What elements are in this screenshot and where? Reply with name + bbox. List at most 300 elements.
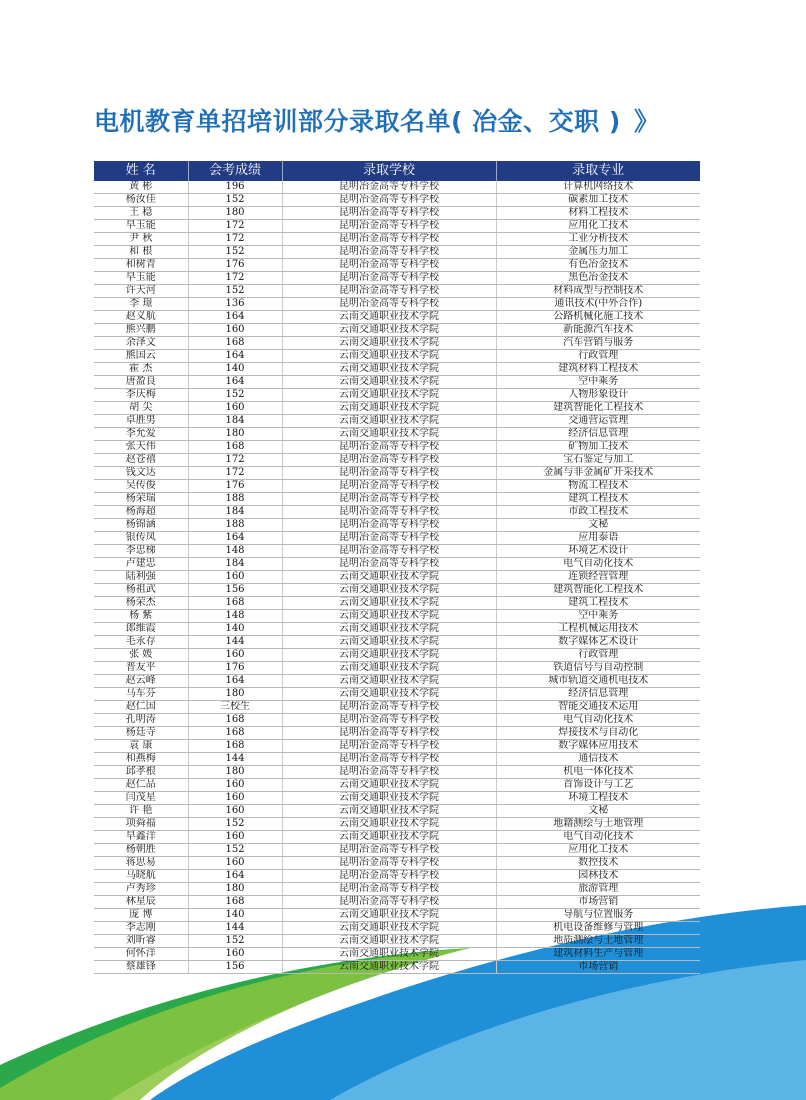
admitted-major: 工业分析技术 <box>496 233 700 246</box>
admitted-major: 碳素加工技术 <box>496 194 700 207</box>
student-name: 霍 杰 <box>94 363 188 376</box>
admitted-school: 云南交通职业技术学院 <box>282 428 496 441</box>
table-row <box>94 779 700 792</box>
admitted-school: 云南交通职业技术学院 <box>282 350 496 363</box>
student-name: 杨汝佳 <box>94 194 188 207</box>
admitted-school: 云南交通职业技术学院 <box>282 623 496 636</box>
admitted-major: 智能交通技术运用 <box>496 701 700 714</box>
table-row <box>94 727 700 740</box>
exam-score: 160 <box>188 779 282 792</box>
admitted-major: 环境工程技术 <box>496 792 700 805</box>
table-row <box>94 623 700 636</box>
student-name: 余泽文 <box>94 337 188 350</box>
admitted-school: 云南交通职业技术学院 <box>282 402 496 415</box>
student-name: 杨 紫 <box>94 610 188 623</box>
admitted-school: 昆明冶金高等专科学校 <box>282 753 496 766</box>
exam-score: 172 <box>188 467 282 480</box>
student-name: 袁 康 <box>94 740 188 753</box>
exam-score: 188 <box>188 519 282 532</box>
student-name: 杨廷寺 <box>94 727 188 740</box>
student-name: 郎维霞 <box>94 623 188 636</box>
admitted-school: 云南交通职业技术学院 <box>282 610 496 623</box>
admitted-major: 行政管理 <box>496 649 700 662</box>
admitted-school: 昆明冶金高等专科学校 <box>282 298 496 311</box>
exam-score: 168 <box>188 727 282 740</box>
admitted-major: 人物形象设计 <box>496 389 700 402</box>
admitted-school: 云南交通职业技术学院 <box>282 324 496 337</box>
admitted-school: 云南交通职业技术学院 <box>282 571 496 584</box>
table-row <box>94 961 700 974</box>
table-row <box>94 389 700 402</box>
student-name: 赵苍禧 <box>94 454 188 467</box>
student-name: 和 根 <box>94 246 188 259</box>
exam-score: 180 <box>188 883 282 896</box>
exam-score: 140 <box>188 363 282 376</box>
student-name: 马车芬 <box>94 688 188 701</box>
table-row <box>94 675 700 688</box>
admitted-school: 云南交通职业技术学院 <box>282 675 496 688</box>
table-row <box>94 558 700 571</box>
admitted-major: 地质测绘与土地管理 <box>496 935 700 948</box>
table-row <box>94 844 700 857</box>
admitted-school: 昆明冶金高等专科学校 <box>282 883 496 896</box>
student-name: 张 媛 <box>94 649 188 662</box>
table-row <box>94 688 700 701</box>
student-name: 杨祖武 <box>94 584 188 597</box>
exam-score: 172 <box>188 454 282 467</box>
admitted-major: 焊接技术与自动化 <box>496 727 700 740</box>
exam-score: 160 <box>188 857 282 870</box>
table-row <box>94 246 700 259</box>
admitted-school: 昆明冶金高等专科学校 <box>282 740 496 753</box>
header-name: 姓 名 <box>94 161 188 181</box>
admitted-school: 云南交通职业技术学院 <box>282 337 496 350</box>
header-major: 录取专业 <box>496 161 700 181</box>
exam-score: 152 <box>188 246 282 259</box>
exam-score: 144 <box>188 753 282 766</box>
student-name: 张天伟 <box>94 441 188 454</box>
table-row <box>94 480 700 493</box>
admitted-school: 云南交通职业技术学院 <box>282 922 496 935</box>
student-name: 李允爱 <box>94 428 188 441</box>
admitted-major: 建筑智能化工程技术 <box>496 402 700 415</box>
admitted-school: 云南交通职业技术学院 <box>282 415 496 428</box>
student-name: 熊国云 <box>94 350 188 363</box>
student-name: 杨锦涵 <box>94 519 188 532</box>
admitted-major: 文秘 <box>496 519 700 532</box>
admitted-major: 旅游管理 <box>496 883 700 896</box>
student-name: 赵云峰 <box>94 675 188 688</box>
admitted-major: 应用泰语 <box>496 532 700 545</box>
exam-score: 144 <box>188 922 282 935</box>
student-name: 黄 彬 <box>94 181 188 194</box>
admitted-school: 云南交通职业技术学院 <box>282 688 496 701</box>
admitted-major: 建筑工程技术 <box>496 493 700 506</box>
exam-score: 184 <box>188 415 282 428</box>
exam-score: 152 <box>188 285 282 298</box>
table-row <box>94 831 700 844</box>
table-row <box>94 610 700 623</box>
student-name: 尹 秋 <box>94 233 188 246</box>
admitted-school: 昆明冶金高等专科学校 <box>282 259 496 272</box>
table-row <box>94 857 700 870</box>
admitted-major: 物流工程技术 <box>496 480 700 493</box>
admitted-school: 云南交通职业技术学院 <box>282 584 496 597</box>
exam-score: 160 <box>188 805 282 818</box>
table-row <box>94 636 700 649</box>
admitted-major: 应用化工技术 <box>496 220 700 233</box>
admitted-major: 机电设备维修与管理 <box>496 922 700 935</box>
table-row <box>94 883 700 896</box>
admitted-school: 昆明冶金高等专科学校 <box>282 246 496 259</box>
admission-table <box>94 161 700 974</box>
table-row <box>94 532 700 545</box>
admitted-major: 铁道信号与自动控制 <box>496 662 700 675</box>
table-row <box>94 363 700 376</box>
exam-score: 176 <box>188 662 282 675</box>
admitted-major: 交通营运管理 <box>496 415 700 428</box>
student-name: 早玉能 <box>94 272 188 285</box>
student-name: 庞 博 <box>94 909 188 922</box>
table-row <box>94 194 700 207</box>
exam-score: 180 <box>188 428 282 441</box>
student-name: 李忠梯 <box>94 545 188 558</box>
page-title-text: 电机教育单招培训部分录取名单( 冶金、交职 ) <box>94 107 630 136</box>
table-row <box>94 493 700 506</box>
exam-score: 180 <box>188 207 282 220</box>
exam-score: 164 <box>188 376 282 389</box>
admitted-major: 矿物加工技术 <box>496 441 700 454</box>
admitted-major: 汽车营销与服务 <box>496 337 700 350</box>
admitted-school: 云南交通职业技术学院 <box>282 636 496 649</box>
exam-score: 172 <box>188 233 282 246</box>
admitted-major: 首饰设计与工艺 <box>496 779 700 792</box>
admitted-major: 新能源汽车技术 <box>496 324 700 337</box>
admitted-major: 数字媒体应用技术 <box>496 740 700 753</box>
admitted-major: 空中乘务 <box>496 610 700 623</box>
table-row <box>94 935 700 948</box>
double-chevron-icon: 》 <box>633 107 660 136</box>
admitted-school: 昆明冶金高等专科学校 <box>282 870 496 883</box>
student-name: 早玉能 <box>94 220 188 233</box>
exam-score: 176 <box>188 480 282 493</box>
student-name: 刘昕睿 <box>94 935 188 948</box>
exam-score: 180 <box>188 688 282 701</box>
admitted-major: 金属压力加工 <box>496 246 700 259</box>
admitted-major: 数字媒体艺术设计 <box>496 636 700 649</box>
table-row <box>94 324 700 337</box>
exam-score: 164 <box>188 311 282 324</box>
table-row <box>94 454 700 467</box>
table-row <box>94 870 700 883</box>
student-name: 蒋思易 <box>94 857 188 870</box>
admitted-school: 昆明冶金高等专科学校 <box>282 467 496 480</box>
admitted-major: 材料成型与控制技术 <box>496 285 700 298</box>
admitted-school: 云南交通职业技术学院 <box>282 649 496 662</box>
admitted-major: 连锁经营管理 <box>496 571 700 584</box>
table-row <box>94 649 700 662</box>
exam-score: 160 <box>188 831 282 844</box>
table-row <box>94 701 700 714</box>
admitted-major: 市场营销 <box>496 961 700 974</box>
table-row <box>94 441 700 454</box>
admitted-school: 云南交通职业技术学院 <box>282 363 496 376</box>
student-name: 卢秀珍 <box>94 883 188 896</box>
exam-score: 160 <box>188 402 282 415</box>
table-row <box>94 506 700 519</box>
admitted-major: 金属与非金属矿开采技术 <box>496 467 700 480</box>
student-name: 许 艳 <box>94 805 188 818</box>
student-name: 唐盈良 <box>94 376 188 389</box>
admitted-major: 电气自动化技术 <box>496 558 700 571</box>
student-name: 王 稳 <box>94 207 188 220</box>
table-row <box>94 337 700 350</box>
table-row <box>94 597 700 610</box>
student-name: 赵义航 <box>94 311 188 324</box>
student-name: 杨海超 <box>94 506 188 519</box>
exam-score: 184 <box>188 506 282 519</box>
admitted-school: 昆明冶金高等专科学校 <box>282 844 496 857</box>
exam-score: 160 <box>188 324 282 337</box>
student-name: 吴传俊 <box>94 480 188 493</box>
table-row <box>94 948 700 961</box>
exam-score: 156 <box>188 961 282 974</box>
student-name: 项舜福 <box>94 818 188 831</box>
exam-score: 168 <box>188 714 282 727</box>
exam-score: 168 <box>188 896 282 909</box>
table-row <box>94 545 700 558</box>
page-title <box>94 102 774 138</box>
table-row <box>94 818 700 831</box>
admitted-school: 昆明冶金高等专科学校 <box>282 727 496 740</box>
student-name: 邱孝根 <box>94 766 188 779</box>
student-name: 卢建忠 <box>94 558 188 571</box>
table-row <box>94 792 700 805</box>
student-name: 胡 尖 <box>94 402 188 415</box>
admitted-major: 宝石鉴定与加工 <box>496 454 700 467</box>
admitted-major: 经济信息管理 <box>496 688 700 701</box>
table-row <box>94 467 700 480</box>
admitted-school: 云南交通职业技术学院 <box>282 961 496 974</box>
admitted-school: 云南交通职业技术学院 <box>282 311 496 324</box>
exam-score: 168 <box>188 337 282 350</box>
admitted-major: 工程机械运用技术 <box>496 623 700 636</box>
student-name: 杨荣杰 <box>94 597 188 610</box>
student-name: 银传凤 <box>94 532 188 545</box>
exam-score: 172 <box>188 220 282 233</box>
student-name: 普友平 <box>94 662 188 675</box>
student-name: 早鑫洋 <box>94 831 188 844</box>
student-name: 蔡雄锋 <box>94 961 188 974</box>
admitted-school: 昆明冶金高等专科学校 <box>282 545 496 558</box>
admitted-major: 电气自动化技术 <box>496 831 700 844</box>
table-row <box>94 272 700 285</box>
student-name: 赵仁品 <box>94 779 188 792</box>
exam-score: 168 <box>188 441 282 454</box>
student-name: 赵仁国 <box>94 701 188 714</box>
admitted-major: 文秘 <box>496 805 700 818</box>
student-name: 熊兴鹏 <box>94 324 188 337</box>
table-row <box>94 181 700 194</box>
table-row <box>94 922 700 935</box>
admitted-school: 云南交通职业技术学院 <box>282 831 496 844</box>
table-header-row <box>94 161 700 181</box>
admitted-major: 地籍测绘与土地管理 <box>496 818 700 831</box>
table-row <box>94 350 700 363</box>
admitted-major: 计算机网络技术 <box>496 181 700 194</box>
admitted-major: 应用化工技术 <box>496 844 700 857</box>
table-row <box>94 376 700 389</box>
admitted-school: 昆明冶金高等专科学校 <box>282 220 496 233</box>
admitted-school: 昆明冶金高等专科学校 <box>282 480 496 493</box>
admitted-school: 云南交通职业技术学院 <box>282 376 496 389</box>
exam-score: 152 <box>188 194 282 207</box>
table-row <box>94 259 700 272</box>
table-row <box>94 766 700 779</box>
admitted-school: 云南交通职业技术学院 <box>282 935 496 948</box>
exam-score: 172 <box>188 272 282 285</box>
admitted-school: 云南交通职业技术学院 <box>282 948 496 961</box>
admitted-school: 昆明冶金高等专科学校 <box>282 506 496 519</box>
exam-score: 164 <box>188 532 282 545</box>
table-row <box>94 428 700 441</box>
admitted-major: 空中乘务 <box>496 376 700 389</box>
header-school: 录取学校 <box>282 161 496 181</box>
exam-score: 184 <box>188 558 282 571</box>
exam-score: 152 <box>188 818 282 831</box>
admitted-major: 建筑材料生产与管理 <box>496 948 700 961</box>
admitted-school: 云南交通职业技术学院 <box>282 389 496 402</box>
admitted-major: 环境艺术设计 <box>496 545 700 558</box>
admitted-school: 昆明冶金高等专科学校 <box>282 558 496 571</box>
exam-score: 136 <box>188 298 282 311</box>
exam-score: 160 <box>188 792 282 805</box>
student-name: 钱文达 <box>94 467 188 480</box>
admitted-school: 昆明冶金高等专科学校 <box>282 519 496 532</box>
header-score: 会考成绩 <box>188 161 282 181</box>
admitted-school: 昆明冶金高等专科学校 <box>282 272 496 285</box>
admitted-school: 云南交通职业技术学院 <box>282 662 496 675</box>
table-row <box>94 740 700 753</box>
table-row <box>94 233 700 246</box>
table-row <box>94 415 700 428</box>
table-row <box>94 519 700 532</box>
exam-score: 168 <box>188 740 282 753</box>
table-row <box>94 298 700 311</box>
exam-score: 152 <box>188 389 282 402</box>
admitted-school: 昆明冶金高等专科学校 <box>282 766 496 779</box>
table-row <box>94 662 700 675</box>
admitted-school: 昆明冶金高等专科学校 <box>282 896 496 909</box>
admitted-school: 云南交通职业技术学院 <box>282 597 496 610</box>
table-row <box>94 285 700 298</box>
admitted-school: 昆明冶金高等专科学校 <box>282 441 496 454</box>
exam-score: 188 <box>188 493 282 506</box>
admitted-school: 昆明冶金高等专科学校 <box>282 207 496 220</box>
admitted-major: 市场营销 <box>496 896 700 909</box>
table-row <box>94 311 700 324</box>
admitted-major: 材料工程技术 <box>496 207 700 220</box>
exam-score: 164 <box>188 870 282 883</box>
admitted-major: 黑色冶金技术 <box>496 272 700 285</box>
exam-score: 180 <box>188 766 282 779</box>
table-row <box>94 571 700 584</box>
admitted-school: 昆明冶金高等专科学校 <box>282 493 496 506</box>
admitted-school: 云南交通职业技术学院 <box>282 792 496 805</box>
exam-score: 160 <box>188 948 282 961</box>
student-name: 杨朝胜 <box>94 844 188 857</box>
student-name: 卓胜男 <box>94 415 188 428</box>
exam-score: 140 <box>188 623 282 636</box>
admitted-major: 通讯技术(中外合作) <box>496 298 700 311</box>
exam-score: 144 <box>188 636 282 649</box>
table-row <box>94 909 700 922</box>
exam-score: 168 <box>188 597 282 610</box>
table-row <box>94 753 700 766</box>
admitted-school: 云南交通职业技术学院 <box>282 779 496 792</box>
exam-score: 152 <box>188 844 282 857</box>
admitted-school: 昆明冶金高等专科学校 <box>282 714 496 727</box>
admitted-school: 昆明冶金高等专科学校 <box>282 181 496 194</box>
admitted-major: 行政管理 <box>496 350 700 363</box>
exam-score: 164 <box>188 675 282 688</box>
admitted-major: 经济信息管理 <box>496 428 700 441</box>
table-row <box>94 714 700 727</box>
exam-score: 196 <box>188 181 282 194</box>
admitted-major: 建筑智能化工程技术 <box>496 584 700 597</box>
exam-score: 148 <box>188 610 282 623</box>
admitted-school: 昆明冶金高等专科学校 <box>282 701 496 714</box>
admitted-major: 市政工程技术 <box>496 506 700 519</box>
exam-score: 三校生 <box>188 701 282 714</box>
student-name: 毛永存 <box>94 636 188 649</box>
table-row <box>94 207 700 220</box>
admitted-major: 园林技术 <box>496 870 700 883</box>
admitted-school: 云南交通职业技术学院 <box>282 818 496 831</box>
admitted-major: 城市轨道交通机电技术 <box>496 675 700 688</box>
table-row <box>94 584 700 597</box>
student-name: 许天河 <box>94 285 188 298</box>
exam-score: 160 <box>188 649 282 662</box>
admitted-major: 数控技术 <box>496 857 700 870</box>
admitted-school: 昆明冶金高等专科学校 <box>282 532 496 545</box>
admitted-major: 建筑材料工程技术 <box>496 363 700 376</box>
student-name: 李志刚 <box>94 922 188 935</box>
admitted-school: 昆明冶金高等专科学校 <box>282 194 496 207</box>
student-name: 陆利强 <box>94 571 188 584</box>
student-name: 孔明涛 <box>94 714 188 727</box>
table-row <box>94 896 700 909</box>
exam-score: 164 <box>188 350 282 363</box>
admitted-major: 建筑工程技术 <box>496 597 700 610</box>
exam-score: 176 <box>188 259 282 272</box>
admitted-major: 有色冶金技术 <box>496 259 700 272</box>
admitted-major: 导航与位置服务 <box>496 909 700 922</box>
table-row <box>94 402 700 415</box>
student-name: 林星辰 <box>94 896 188 909</box>
exam-score: 156 <box>188 584 282 597</box>
admitted-major: 机电一体化技术 <box>496 766 700 779</box>
admitted-school: 昆明冶金高等专科学校 <box>282 285 496 298</box>
student-name: 闫茂星 <box>94 792 188 805</box>
student-name: 和燕梅 <box>94 753 188 766</box>
admitted-major: 公路机械化施工技术 <box>496 311 700 324</box>
student-name: 马晓航 <box>94 870 188 883</box>
student-name: 李 璟 <box>94 298 188 311</box>
student-name: 杨荣瑞 <box>94 493 188 506</box>
student-name: 何怀洋 <box>94 948 188 961</box>
admitted-school: 云南交通职业技术学院 <box>282 909 496 922</box>
